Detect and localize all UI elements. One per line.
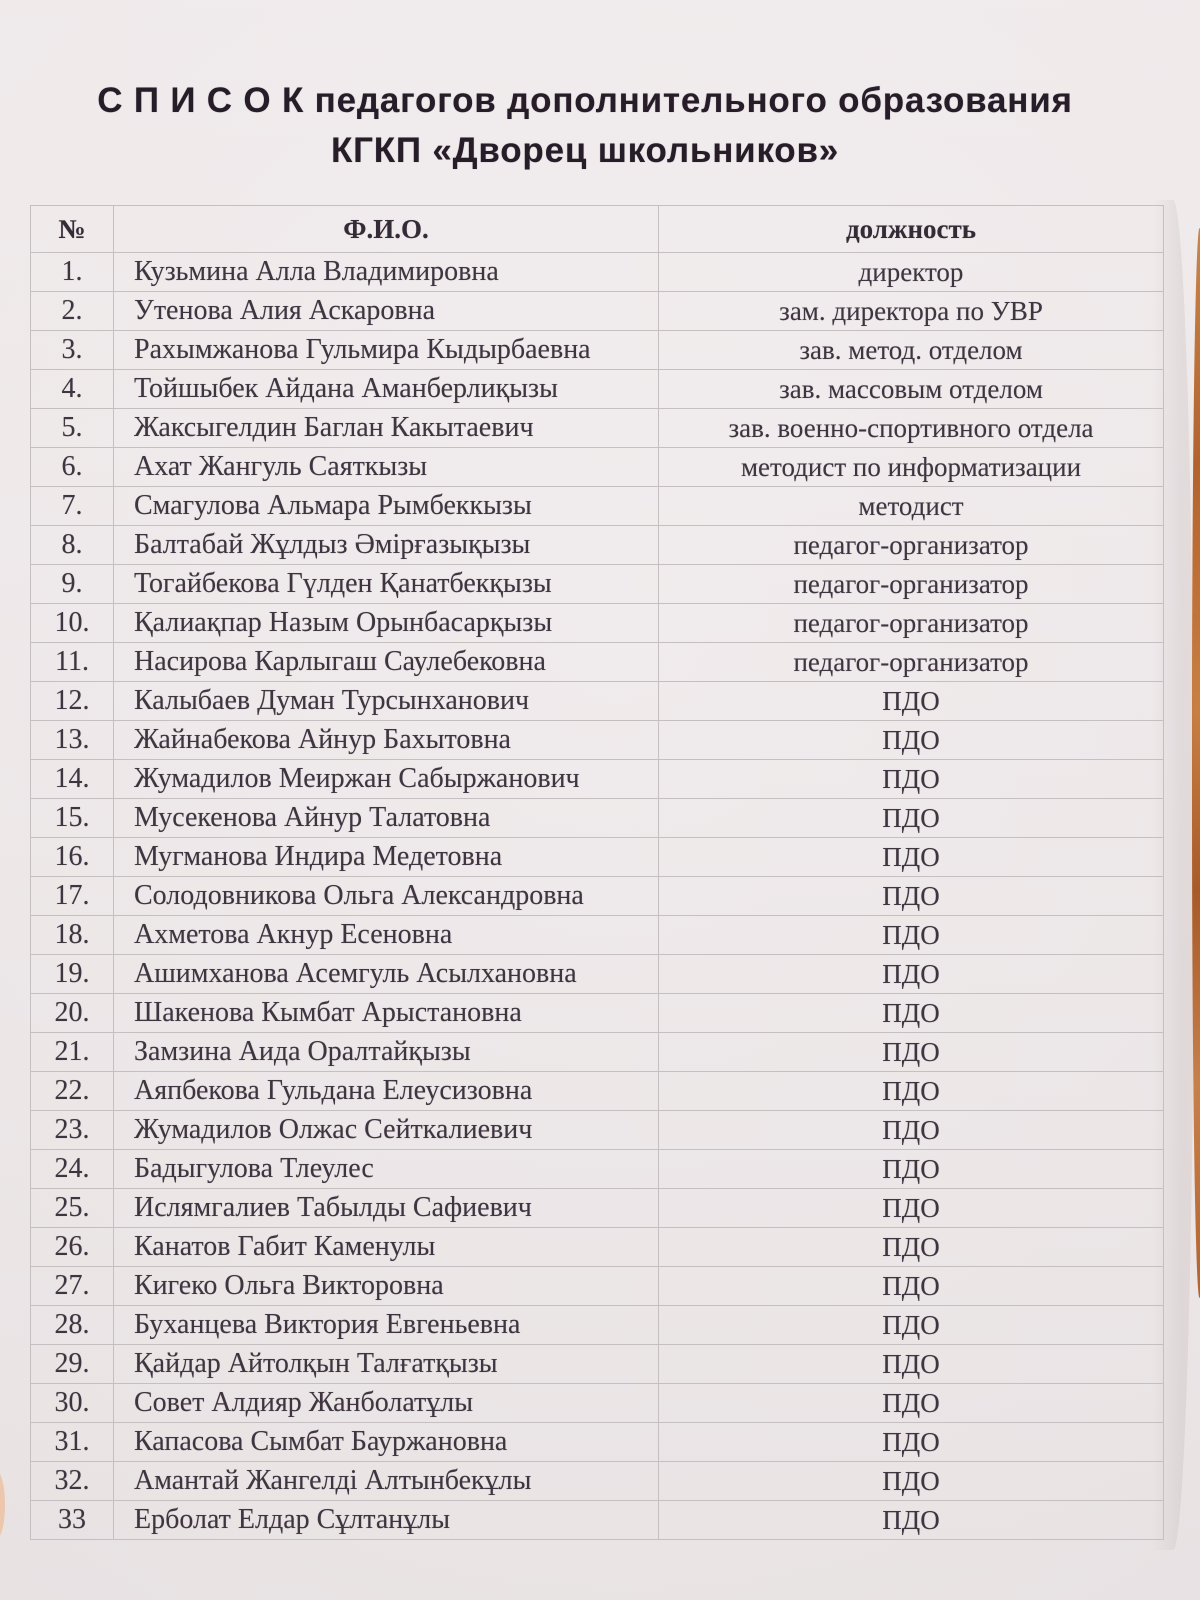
row-name: Жумадилов Меиржан Сабыржанович [114, 760, 659, 799]
row-number: 21. [31, 1033, 114, 1072]
table-row [31, 799, 1164, 838]
row-number: 27. [31, 1267, 114, 1306]
table-row [31, 1306, 1164, 1345]
table-row [31, 1462, 1164, 1501]
row-position: ПДО [659, 1345, 1164, 1384]
row-position: педагог-организатор [659, 565, 1164, 604]
row-position: педагог-организатор [659, 643, 1164, 682]
row-position: ПДО [659, 1111, 1164, 1150]
column-header-name: Ф.И.О. [114, 206, 659, 253]
table-row [31, 1150, 1164, 1189]
table-row [31, 955, 1164, 994]
row-position: ПДО [659, 1033, 1164, 1072]
row-number: 8. [31, 526, 114, 565]
table-row [31, 1189, 1164, 1228]
row-number: 22. [31, 1072, 114, 1111]
row-number: 3. [31, 331, 114, 370]
document-title-line1: С П И С О К педагогов дополнительного образования [97, 81, 1073, 120]
row-number: 19. [31, 955, 114, 994]
table-header-row [31, 206, 1164, 253]
row-number: 13. [31, 721, 114, 760]
row-position: методист [659, 487, 1164, 526]
table-row [31, 1072, 1164, 1111]
table-row [31, 1228, 1164, 1267]
row-name: Ахметова Акнур Есеновна [114, 916, 659, 955]
row-number: 33 [31, 1501, 114, 1540]
document-title-line2: КГКП «Дворец школьников» [330, 131, 840, 170]
row-name: Шакенова Кымбат Арыстановна [114, 994, 659, 1033]
table-header [31, 206, 1164, 253]
row-number: 26. [31, 1228, 114, 1267]
row-number: 7. [31, 487, 114, 526]
row-position: ПДО [659, 1189, 1164, 1228]
table-row [31, 487, 1164, 526]
row-position: педагог-организатор [659, 604, 1164, 643]
row-name: Ерболат Елдар Сұлтанұлы [114, 1501, 659, 1540]
row-name: Рахымжанова Гульмира Кыдырбаевна [114, 331, 659, 370]
table-row [31, 1384, 1164, 1423]
table-row [31, 370, 1164, 409]
row-name: Насирова Карлыгаш Саулебековна [114, 643, 659, 682]
row-number: 29. [31, 1345, 114, 1384]
row-name: Қалиақпар Назым Орынбасарқызы [114, 604, 659, 643]
row-name: Ашимханова Асемгуль Асылхановна [114, 955, 659, 994]
row-position: ПДО [659, 1423, 1164, 1462]
row-position: ПДО [659, 1501, 1164, 1540]
row-name: Тойшыбек Айдана Аманберлиқызы [114, 370, 659, 409]
row-position: ПДО [659, 760, 1164, 799]
row-number: 25. [31, 1189, 114, 1228]
row-position: ПДО [659, 877, 1164, 916]
row-name: Мусекенова Айнур Талатовна [114, 799, 659, 838]
document-title [10, 76, 1160, 176]
row-number: 12. [31, 682, 114, 721]
table-row [31, 409, 1164, 448]
row-number: 10. [31, 604, 114, 643]
row-name: Жумадилов Олжас Сейткалиевич [114, 1111, 659, 1150]
table-row [31, 1501, 1164, 1540]
table-row [31, 721, 1164, 760]
row-name: Жайнабекова Айнур Бахытовна [114, 721, 659, 760]
table-row [31, 604, 1164, 643]
row-name: Ислямгалиев Табылды Сафиевич [114, 1189, 659, 1228]
row-name: Капасова Сымбат Бауржановна [114, 1423, 659, 1462]
table-row [31, 1345, 1164, 1384]
row-name: Совет Алдияр Жанболатұлы [114, 1384, 659, 1423]
table-row [31, 643, 1164, 682]
row-name: Калыбаев Думан Турсынханович [114, 682, 659, 721]
row-number: 23. [31, 1111, 114, 1150]
row-position: ПДО [659, 1462, 1164, 1501]
row-name: Қайдар Айтолқын Талғатқызы [114, 1345, 659, 1384]
paper-edge-sliver [0, 1472, 5, 1538]
row-number: 6. [31, 448, 114, 487]
row-name: Бадыгулова Тлеулес [114, 1150, 659, 1189]
row-number: 31. [31, 1423, 114, 1462]
table-row [31, 1033, 1164, 1072]
row-number: 18. [31, 916, 114, 955]
table-row [31, 292, 1164, 331]
row-name: Утенова Алия Аскаровна [114, 292, 659, 331]
row-position: зав. военно-спортивного отдела [659, 409, 1164, 448]
row-number: 32. [31, 1462, 114, 1501]
row-position: ПДО [659, 838, 1164, 877]
row-position: методист по информатизации [659, 448, 1164, 487]
row-position: ПДО [659, 682, 1164, 721]
row-position: педагог-организатор [659, 526, 1164, 565]
row-position: ПДО [659, 1228, 1164, 1267]
row-number: 1. [31, 253, 114, 292]
row-position: ПДО [659, 1306, 1164, 1345]
row-name: Канатов Габит Каменулы [114, 1228, 659, 1267]
teachers-table [30, 205, 1164, 1540]
table-row [31, 448, 1164, 487]
row-position: ПДО [659, 799, 1164, 838]
row-number: 17. [31, 877, 114, 916]
row-position: зав. метод. отделом [659, 331, 1164, 370]
row-number: 30. [31, 1384, 114, 1423]
row-position: ПДО [659, 1384, 1164, 1423]
table-body [31, 253, 1164, 1540]
table-row [31, 526, 1164, 565]
row-position: зам. директора по УВР [659, 292, 1164, 331]
row-name: Мугманова Индира Медетовна [114, 838, 659, 877]
row-name: Жаксыгелдин Баглан Какытаевич [114, 409, 659, 448]
table-row [31, 1267, 1164, 1306]
row-position: ПДО [659, 1150, 1164, 1189]
row-name: Буханцева Виктория Евгеньевна [114, 1306, 659, 1345]
row-position: ПДО [659, 916, 1164, 955]
table-row [31, 760, 1164, 799]
column-header-position: должность [659, 206, 1164, 253]
row-position: ПДО [659, 721, 1164, 760]
row-number: 15. [31, 799, 114, 838]
row-name: Кузьмина Алла Владимировна [114, 253, 659, 292]
row-name: Солодовникова Ольга Александровна [114, 877, 659, 916]
table-row [31, 331, 1164, 370]
table-row [31, 1111, 1164, 1150]
row-name: Кигеко Ольга Викторовна [114, 1267, 659, 1306]
row-position: ПДО [659, 994, 1164, 1033]
table-row [31, 1423, 1164, 1462]
table-row [31, 877, 1164, 916]
column-header-number: № [31, 206, 114, 253]
row-name: Аяпбекова Гульдана Елеусизовна [114, 1072, 659, 1111]
row-number: 20. [31, 994, 114, 1033]
row-number: 16. [31, 838, 114, 877]
table-row [31, 565, 1164, 604]
table-row [31, 916, 1164, 955]
row-name: Замзина Аида Оралтайқызы [114, 1033, 659, 1072]
table-row [31, 994, 1164, 1033]
row-number: 24. [31, 1150, 114, 1189]
row-position: ПДО [659, 1072, 1164, 1111]
table-row [31, 838, 1164, 877]
table-row [31, 253, 1164, 292]
row-number: 5. [31, 409, 114, 448]
row-number: 11. [31, 643, 114, 682]
row-position: директор [659, 253, 1164, 292]
row-name: Смагулова Альмара Рымбеккызы [114, 487, 659, 526]
row-name: Тогайбекова Гүлден Қанатбекқызы [114, 565, 659, 604]
row-position: ПДО [659, 955, 1164, 994]
row-position: зав. массовым отделом [659, 370, 1164, 409]
row-name: Балтабай Жұлдыз Әмірғазықызы [114, 526, 659, 565]
table-row [31, 682, 1164, 721]
row-number: 14. [31, 760, 114, 799]
row-number: 4. [31, 370, 114, 409]
row-name: Ахат Жангуль Саяткызы [114, 448, 659, 487]
row-position: ПДО [659, 1267, 1164, 1306]
row-number: 9. [31, 565, 114, 604]
row-name: Амантай Жангелді Алтынбекұлы [114, 1462, 659, 1501]
row-number: 28. [31, 1306, 114, 1345]
row-number: 2. [31, 292, 114, 331]
